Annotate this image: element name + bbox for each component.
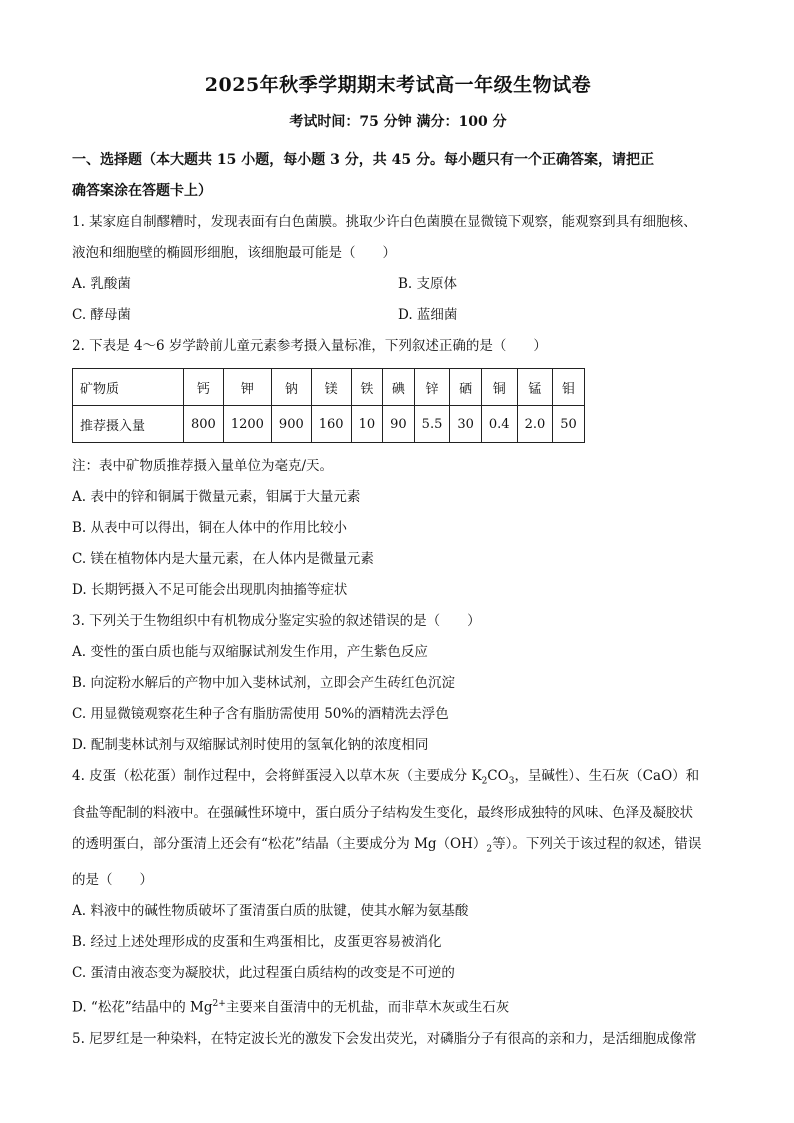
- question-3: [72, 606, 724, 761]
- question-2: [72, 331, 724, 606]
- q1-option-d: D. 蓝细菌: [398, 307, 458, 323]
- mineral-intake-table: [72, 368, 585, 443]
- q2-option-a: A. 表中的锌和铜属于微量元素，钼属于大量元素: [72, 489, 361, 505]
- q4-option-c: C. 蛋清由液态变为凝胶状，此过程蛋白质结构的改变是不可逆的: [72, 965, 455, 982]
- table-cell: 800: [184, 406, 224, 443]
- q4-stem-line1: [72, 761, 724, 798]
- question-1: [72, 207, 724, 331]
- q1-option-c: C. 酵母菌: [72, 307, 131, 323]
- q4-stem-line4: 的是（ ）: [72, 872, 153, 889]
- q2-stem: 2. 下表是 4～6 岁学龄前儿童元素参考摄入量标准，下列叙述正确的是（ ）: [72, 338, 547, 354]
- q4-subscript: 3: [508, 776, 515, 787]
- table-cell: 10: [351, 406, 383, 443]
- q2-option-c: C. 镁在植物体内是大量元素，在人体内是微量元素: [72, 551, 374, 567]
- table-cell: 5.5: [414, 406, 450, 443]
- q3-option-b: B. 向淀粉水解后的产物中加入斐林试剂，立即会产生砖红色沉淀: [72, 675, 456, 691]
- table-cell: 1200: [223, 406, 271, 443]
- q1-option-a: A. 乳酸菌: [72, 276, 131, 292]
- q4-text: 的透明蛋白，部分蛋清上还会有“松花”结晶（主要成分为 Mg（OH）: [72, 835, 487, 852]
- q3-option-a: A. 变性的蛋白质也能与双缩脲试剂发生作用，产生紫色反应: [72, 644, 428, 660]
- q4-text: ，呈碱性）、生石灰（CaO）和: [514, 768, 700, 784]
- table-cell: 0.4: [481, 406, 517, 443]
- table-cell: 钙: [184, 369, 224, 406]
- exam-title: 2025年秋季学期期末考试高一年级生物试卷: [204, 74, 592, 96]
- table-header-row: [73, 369, 585, 406]
- table-cell: 硒: [450, 369, 482, 406]
- q4-stem-line3: [72, 829, 724, 866]
- q2-option-d: D. 长期钙摄入不足可能会出现肌肉抽搐等症状: [72, 582, 348, 598]
- table-cell: 锰: [517, 369, 553, 406]
- table-cell: 钾: [223, 369, 271, 406]
- q1-options-row1: [72, 269, 724, 300]
- table-cell: 铁: [351, 369, 383, 406]
- q2-option-b: B. 从表中可以得出，铜在人体中的作用比较小: [72, 520, 348, 536]
- q5-stem-line1: 5. 尼罗红是一种染料，在特定波长光的激发下会发出荧光，对磷脂分子有很高的亲和力，是活细胞成像常: [72, 1030, 697, 1047]
- table-cell: 50: [553, 406, 585, 443]
- q4-text: 主要来自蛋清中的无机盐，而非草木灰或生石灰: [225, 999, 510, 1016]
- table-cell: 钼: [553, 369, 585, 406]
- table-cell: 30: [450, 406, 482, 443]
- table-cell: 900: [271, 406, 311, 443]
- exam-subtitle: 考试时间：75 分钟 满分：100 分: [289, 114, 507, 130]
- q1-option-b: B. 支原体: [398, 276, 458, 292]
- table-cell: 碘: [383, 369, 415, 406]
- table-cell: 90: [383, 406, 415, 443]
- question-4: [72, 761, 724, 1024]
- q4-text: CO: [487, 768, 509, 784]
- q4-stem-line2: 食盐等配制的料液中。在强碱性环境中，蛋白质分子结构发生变化，最终形成独特的风味、色泽及凝胶状: [72, 804, 693, 821]
- q4-option-d: [72, 989, 724, 1024]
- table-cell: 钠: [271, 369, 311, 406]
- q2-table-note: 注：表中矿物质推荐摄入量单位为毫克/天。: [72, 458, 334, 474]
- q3-option-d: D. 配制斐林试剂与双缩脲试剂时使用的氢氧化钠的浓度相同: [72, 737, 429, 753]
- table-cell: 锌: [414, 369, 450, 406]
- q4-text: 4. 皮蛋（松花蛋）制作过程中，会将鲜蛋浸入以草木灰（主要成分 K: [72, 768, 482, 784]
- q4-option-b: B. 经过上述处理形成的皮蛋和生鸡蛋相比，皮蛋更容易被消化: [72, 934, 442, 951]
- q1-options-row2: [72, 300, 724, 331]
- table-cell: 镁: [311, 369, 351, 406]
- table-cell: 矿物质: [73, 369, 184, 406]
- section-heading-line2: 确答案涂在答题卡上）: [72, 183, 212, 199]
- exam-page: [72, 70, 724, 1055]
- q3-stem: 3. 下列关于生物组织中有机物成分鉴定实验的叙述错误的是（ ）: [72, 613, 481, 629]
- q4-superscript: 2+: [212, 999, 226, 1010]
- table-cell: 推荐摄入量: [73, 406, 184, 443]
- q4-text: 等）。下列关于该过程的叙述，错误: [492, 835, 702, 852]
- table-cell: 2.0: [517, 406, 553, 443]
- q1-stem-line1: 1. 某家庭自制醪糟时，发现表面有白色菌膜。挑取少许白色菌膜在显微镜下观察，能观察到具有细胞核、: [72, 214, 697, 230]
- q3-option-c: C. 用显微镜观察花生种子含有脂肪需使用 50%的酒精洗去浮色: [72, 706, 449, 722]
- table-cell: 160: [311, 406, 351, 443]
- q4-text: D. “松花”结晶中的 Mg: [72, 999, 213, 1016]
- q1-stem-line2: 液泡和细胞壁的椭圆形细胞，该细胞最可能是（ ）: [72, 245, 396, 261]
- table-cell: 铜: [481, 369, 517, 406]
- section-heading-line1: 一、选择题（本大题共 15 小题，每小题 3 分，共 45 分。每小题只有一个正确答案，请把正: [72, 152, 654, 168]
- question-5: [72, 1024, 724, 1055]
- q4-option-a: A. 料液中的碱性物质破坏了蛋清蛋白质的肽键，使其水解为氨基酸: [72, 903, 469, 920]
- table-row: [73, 406, 585, 443]
- q4-subscript: 2: [481, 776, 488, 787]
- q4-subscript: 2: [486, 844, 493, 855]
